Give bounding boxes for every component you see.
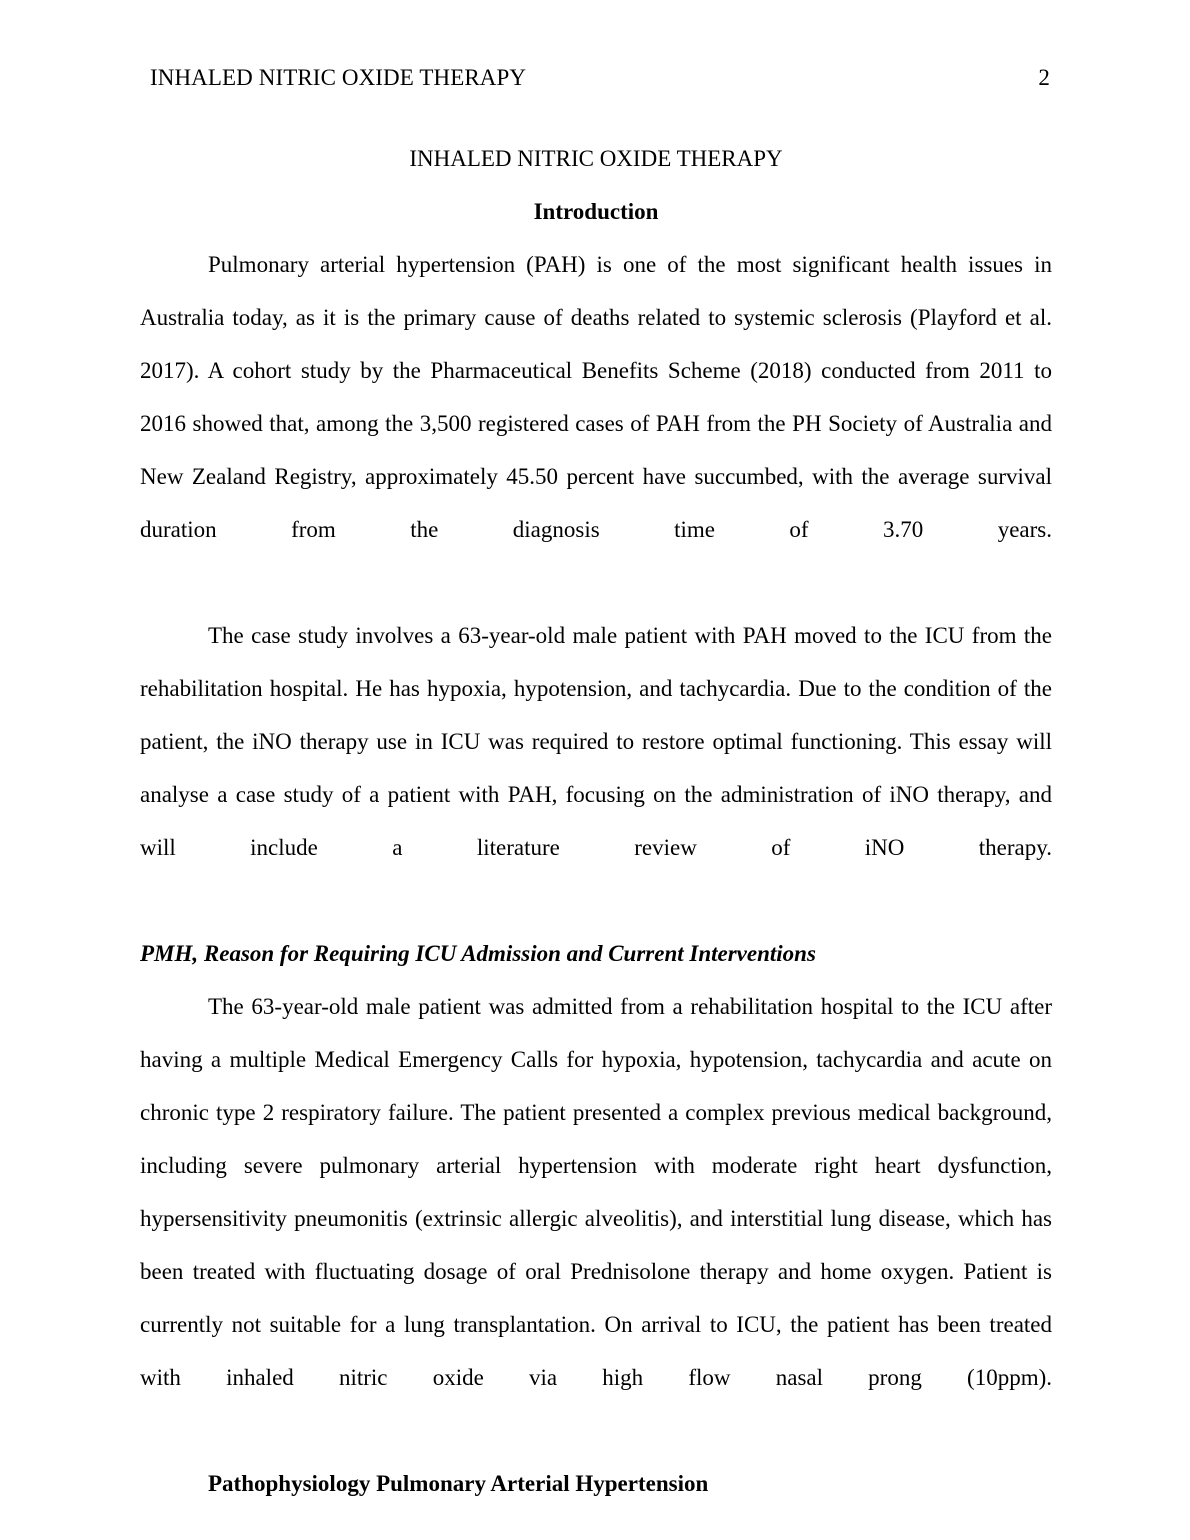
section-heading-pmh: PMH, Reason for Requiring ICU Admission and Current Interventions (140, 941, 816, 966)
paragraph: The 63-year-old male patient was admitted from a rehabilitation hospital to the ICU after having a multiple Medical Emergency Calls for hypoxia, hypotension, tachycardia and acute on chronic type 2 respiratory failure. The patient presented a complex previous medical background, including severe pulmonary arterial hypertension with moderate right heart dysfunction, hypersensitivity pneumonitis (extrinsic allergic alveolitis), and interstitial lung disease, which has been treated with fluctuating dosage of oral Prednisolone therapy and home oxygen. Patient is currently not suitable for a lung transplantation. On arrival to ICU, the patient has been treated with inhaled nitric oxide via high flow nasal prong (10ppm). (140, 994, 1052, 1390)
paragraph: Pulmonary arterial hypertension (PAH) is one of the most significant health issues in Australia today, as it is the primary cause of deaths related to systemic sclerosis (Playford et al. 2017). A cohort study by the Pharmaceutical Benefits Scheme (2018) conducted from 2011 to 2016 showed that, among the 3,500 registered cases of PAH from the PH Society of Australia and New Zealand Registry, approximately 45.50 percent have succumbed, with the average survival duration from the diagnosis time of 3.70 years. (140, 252, 1052, 542)
section-heading-introduction: Introduction (533, 199, 659, 224)
running-header (150, 64, 1050, 92)
document-body (140, 132, 1052, 1510)
paragraph: The case study involves a 63-year-old male patient with PAH moved to the ICU from the rehabilitation hospital. He has hypoxia, hypotension, and tachycardia. Due to the condition of the patient, the iNO therapy use in ICU was required to restore optimal functioning. This essay will analyse a case study of a patient with PAH, focusing on the administration of iNO therapy, and will include a literature review of iNO therapy. (140, 623, 1052, 860)
running-header-title: INHALED NITRIC OXIDE THERAPY (150, 65, 527, 90)
page-number: 2 (1038, 65, 1050, 90)
section-heading-pathophysiology: Pathophysiology Pulmonary Arterial Hypertension (208, 1471, 709, 1496)
page-title: INHALED NITRIC OXIDE THERAPY (409, 146, 783, 171)
